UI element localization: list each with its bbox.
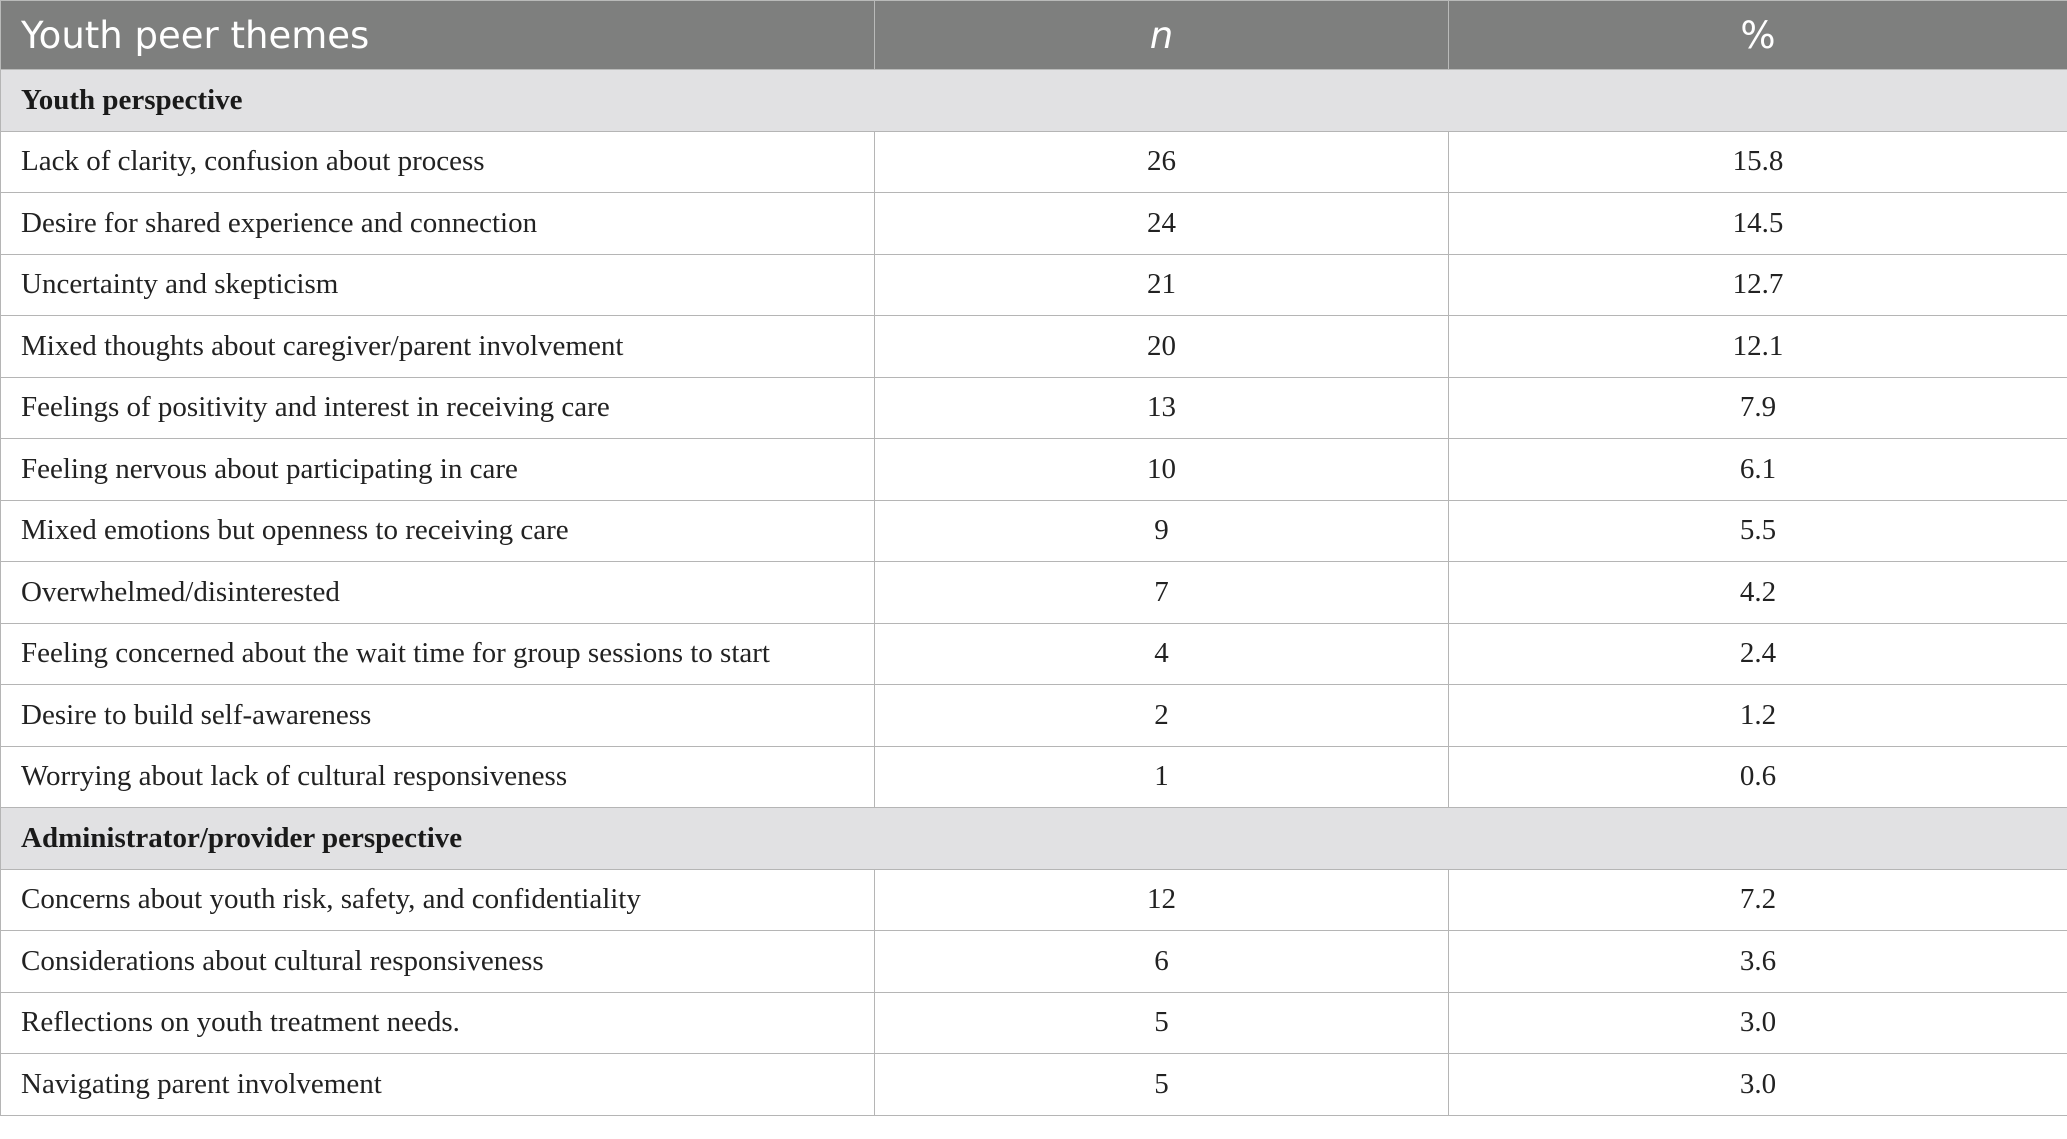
theme-cell: Navigating parent involvement: [1, 1054, 875, 1116]
theme-cell: Feeling concerned about the wait time for group sessions to start: [1, 623, 875, 685]
table-row: [1, 931, 2067, 993]
percent-cell: 15.8: [1449, 131, 2067, 193]
header-row: [1, 1, 2067, 70]
percent-cell: 12.7: [1449, 254, 2067, 316]
percent-cell: 4.2: [1449, 562, 2067, 624]
table-row: [1, 1054, 2067, 1116]
count-cell: 13: [875, 377, 1449, 439]
theme-cell: Feelings of positivity and interest in receiving care: [1, 377, 875, 439]
percent-cell: 1.2: [1449, 685, 2067, 747]
table-row: [1, 623, 2067, 685]
theme-cell: Concerns about youth risk, safety, and confidentiality: [1, 869, 875, 931]
table-row: [1, 377, 2067, 439]
theme-cell: Uncertainty and skepticism: [1, 254, 875, 316]
table-header: [1, 1, 2067, 70]
percent-cell: 7.9: [1449, 377, 2067, 439]
theme-cell: Mixed emotions but openness to receiving care: [1, 500, 875, 562]
percent-cell: 3.0: [1449, 992, 2067, 1054]
table-row: [1, 746, 2067, 808]
section-title: Administrator/provider perspective: [1, 808, 2067, 870]
table-row: [1, 254, 2067, 316]
percent-cell: 2.4: [1449, 623, 2067, 685]
percent-cell: 3.6: [1449, 931, 2067, 993]
percent-cell: 7.2: [1449, 869, 2067, 931]
count-cell: 10: [875, 439, 1449, 501]
count-cell: 9: [875, 500, 1449, 562]
table-row: [1, 131, 2067, 193]
count-cell: 7: [875, 562, 1449, 624]
theme-cell: Lack of clarity, confusion about process: [1, 131, 875, 193]
count-cell: 1: [875, 746, 1449, 808]
section-title: Youth perspective: [1, 70, 2067, 132]
table-row: [1, 685, 2067, 747]
percent-cell: 6.1: [1449, 439, 2067, 501]
table-row: [1, 992, 2067, 1054]
table-row: [1, 316, 2067, 378]
count-cell: 4: [875, 623, 1449, 685]
percent-cell: 14.5: [1449, 193, 2067, 255]
count-cell: 24: [875, 193, 1449, 255]
theme-cell: Worrying about lack of cultural responsiveness: [1, 746, 875, 808]
table-row: [1, 439, 2067, 501]
section-row: [1, 808, 2067, 870]
count-cell: 26: [875, 131, 1449, 193]
table-row: [1, 562, 2067, 624]
count-cell: 2: [875, 685, 1449, 747]
header-percent: %: [1449, 1, 2067, 70]
theme-cell: Overwhelmed/disinterested: [1, 562, 875, 624]
percent-cell: 12.1: [1449, 316, 2067, 378]
theme-cell: Desire for shared experience and connection: [1, 193, 875, 255]
theme-cell: Feeling nervous about participating in care: [1, 439, 875, 501]
theme-cell: Desire to build self-awareness: [1, 685, 875, 747]
table-row: [1, 193, 2067, 255]
section-row: [1, 70, 2067, 132]
percent-cell: 5.5: [1449, 500, 2067, 562]
header-n: n: [875, 1, 1449, 70]
theme-cell: Mixed thoughts about caregiver/parent involvement: [1, 316, 875, 378]
table-body: [1, 70, 2067, 1116]
count-cell: 6: [875, 931, 1449, 993]
theme-cell: Reflections on youth treatment needs.: [1, 992, 875, 1054]
count-cell: 5: [875, 1054, 1449, 1116]
theme-cell: Considerations about cultural responsiveness: [1, 931, 875, 993]
percent-cell: 3.0: [1449, 1054, 2067, 1116]
count-cell: 21: [875, 254, 1449, 316]
count-cell: 12: [875, 869, 1449, 931]
count-cell: 5: [875, 992, 1449, 1054]
table-row: [1, 500, 2067, 562]
table-row: [1, 869, 2067, 931]
header-themes: Youth peer themes: [1, 1, 875, 70]
count-cell: 20: [875, 316, 1449, 378]
percent-cell: 0.6: [1449, 746, 2067, 808]
